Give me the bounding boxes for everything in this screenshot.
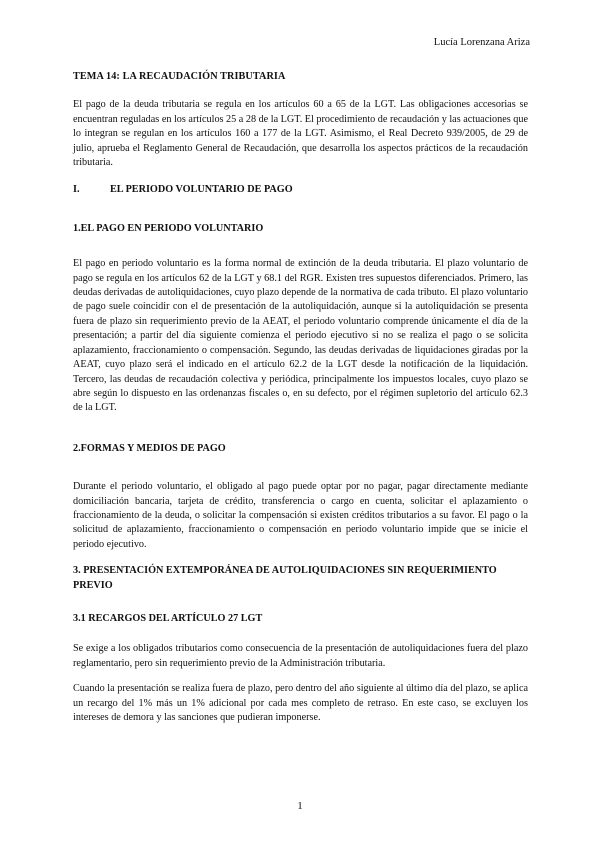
subsection-1-title: 1.EL PAGO EN PERIODO VOLUNTARIO [73, 222, 264, 234]
document-body [73, 70, 528, 725]
subsection-2-title: 2.FORMAS Y MEDIOS DE PAGO [73, 442, 226, 454]
subsection-2-paragraph: Durante el periodo voluntario, el obligado al pago puede optar por no pagar, pagar directamente mediante domiciliación bancaria, tarjeta de crédito, transferencia o cargo en cuenta, solicitar el aplazamiento o fraccionamiento de la deuda, o solicitar la compensación si existen créditos tributarios a su favor. El pago o la solicitud de aplazamiento, fraccionamiento o compensación en periodo voluntario impide que se inicie el periodo ejecutivo. [73, 481, 528, 550]
subsection-3-1-title: 3.1 RECARGOS DEL ARTÍCULO 27 LGT [73, 612, 263, 624]
page-number: 1 [297, 800, 303, 812]
document-title: TEMA 14: LA RECAUDACIÓN TRIBUTARIA [73, 71, 286, 82]
subsection-1-paragraph: El pago en periodo voluntario es la forma normal de extinción de la deuda tributaria. El plazo voluntario de pago se regula en los artículos 62 de la LGT y 68.1 del RGR. Existen tres supuestos diferenciados. Primero, las deudas derivadas de autoliquidaciones, cuyo plazo depende de la normativa de cada tributo. El plazo voluntario de pago suele coincidir con el de presentación de la autoliquidación, aunque si la autoliquidación se presenta fuera de plazo sin requerimiento previo de la AEAT, el periodo voluntario comprende únicamente el día de la presentación; a partir del día siguiente comienza el periodo ejecutivo si no se realiza el pago o se solicita aplazamiento, fraccionamiento o compensación. Segundo, las deudas derivadas de liquidaciones giradas por la AEAT, cuyo plazo será el indicado en el artículo 62.2 de la LGT desde la notificación de la liquidación. Tercero, las deudas de recaudación colectiva y periódica, principalmente los impuestos locales, cuyo plazo se abre según lo dispuesto en las ordenanzas fiscales o, en su defecto, por el régimen supletorio del artículo 62.3 de la LGT. [73, 258, 528, 414]
subsection-3-title: 3. PRESENTACIÓN EXTEMPORÁNEA DE AUTOLIQUIDACIONES SIN REQUERIMIENTO PREVIO [73, 565, 497, 591]
author-header: Lucía Lorenzana Ariza [433, 37, 530, 48]
subsection-3-1-paragraph-1: Se exige a los obligados tributarios como consecuencia de la presentación de autoliquidaciones fuera del plazo reglamentario, pero sin requerimiento previo de la Administración tributaria. [73, 643, 528, 669]
section-1-title: EL PERIODO VOLUNTARIO DE PAGO [110, 184, 293, 196]
intro-paragraph: El pago de la deuda tributaria se regula en los artículos 60 a 65 de la LGT. Las obligaciones accesorias se encuentran reguladas en los artículos 25 a 28 de la LGT. El procedimiento de recaudación y las actuaciones que lo integran se regulan en los artículos 160 a 177 de la LGT. Asimismo, el Real Decreto 939/2005, de 29 de julio, aprueba el Reglamento General de Recaudación, que desarrolla los aspectos prácticos de la recaudación tributaria. [73, 99, 528, 169]
subsection-3-1-paragraph-2: Cuando la presentación se realiza fuera de plazo, pero dentro del año siguiente al último día del plazo, se aplica un recargo del 1% más un 1% adicional por cada mes completo de retraso. En este caso, se excluyen los intereses de demora y las sanciones que pudieran imponerse. [73, 683, 528, 723]
section-1-number: I. [73, 184, 80, 196]
section-1-heading [73, 183, 528, 197]
